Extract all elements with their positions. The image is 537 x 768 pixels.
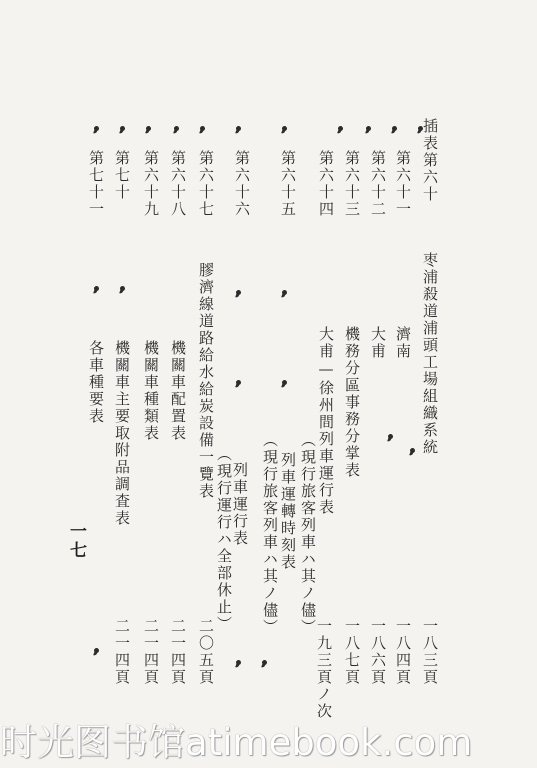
page-ref: 二一四頁 [142,618,160,686]
page-ref: 二一四頁 [113,618,131,686]
table-title: 機關車種類表 [142,340,160,442]
site-watermark: 时光图书馆atimebook.com [0,721,473,764]
table-number: 插表第六十 [421,118,439,203]
table-number: 第六十二 [369,150,387,218]
bullet-mark [281,289,287,295]
bullet-mark [387,433,393,439]
page-number: 一七 [66,522,86,560]
bullet-mark [119,125,125,131]
table-number: 第六十一 [394,150,412,218]
table-title: 膠濟線道路給水給炭設備一覽表 [197,262,215,500]
table-title: 列車運行表 [231,462,249,547]
table-number: 第六十四 [317,150,335,218]
table-number: 第七十 [113,150,131,201]
bullet-mark [199,125,205,131]
bullet-mark [337,125,343,131]
page-ref: 一九三頁ノ次 [315,618,333,720]
table-title: 機關車配置表 [169,340,187,442]
table-title: 各車種要表 [87,340,105,425]
page-ref: 一八六頁 [369,618,387,686]
bullet-mark [93,285,99,291]
table-title: 大甫 [369,326,387,360]
page-ref: 二〇五頁 [197,618,215,686]
bullet-mark [235,289,241,295]
table-title: 濟南 [394,326,412,360]
table-title: 機關車主要取附品調査表 [113,340,131,527]
table-number: 第六十六 [233,150,251,218]
bullet-mark [281,125,287,131]
bullet-mark [235,659,241,665]
table-note: （現行旅客列車ハ其ノ儘） [261,432,279,636]
page-ref: 一八三頁 [421,618,439,686]
table-number: 第六十七 [197,150,215,218]
bullet-mark [261,659,267,665]
table-number: 第六十三 [343,150,361,218]
bullet-mark [93,125,99,131]
table-note: （現行運行ハ全部休止） [215,446,233,633]
bullet-mark [119,285,125,291]
table-number: 第七十一 [87,150,105,218]
bullet-mark [409,447,415,453]
table-title: 枣浦殺道浦頭工場組織系統 [421,252,439,456]
table-number: 第六十九 [142,150,160,218]
bullet-mark [281,379,287,385]
bullet-mark [365,125,371,131]
table-title: 機務分區事務分掌表 [343,326,361,479]
bullet-mark [145,125,151,131]
table-title: 大甫—徐州間列車運行表 [317,326,335,516]
table-title: 列車運轉時刻表 [279,452,297,571]
bullet-mark [391,125,397,131]
table-number: 第六十五 [279,150,297,218]
table-number: 第六十八 [169,150,187,218]
bullet-mark [173,125,179,131]
bullet-mark [93,647,99,653]
page-ref: 一八七頁 [343,618,361,686]
table-note: （現行旅客列車ハ其ノ儘） [299,432,317,636]
bullet-mark [235,379,241,385]
page-ref: 一八四頁 [394,618,412,686]
page-ref: 二一四頁 [169,618,187,686]
bullet-mark [235,125,241,131]
